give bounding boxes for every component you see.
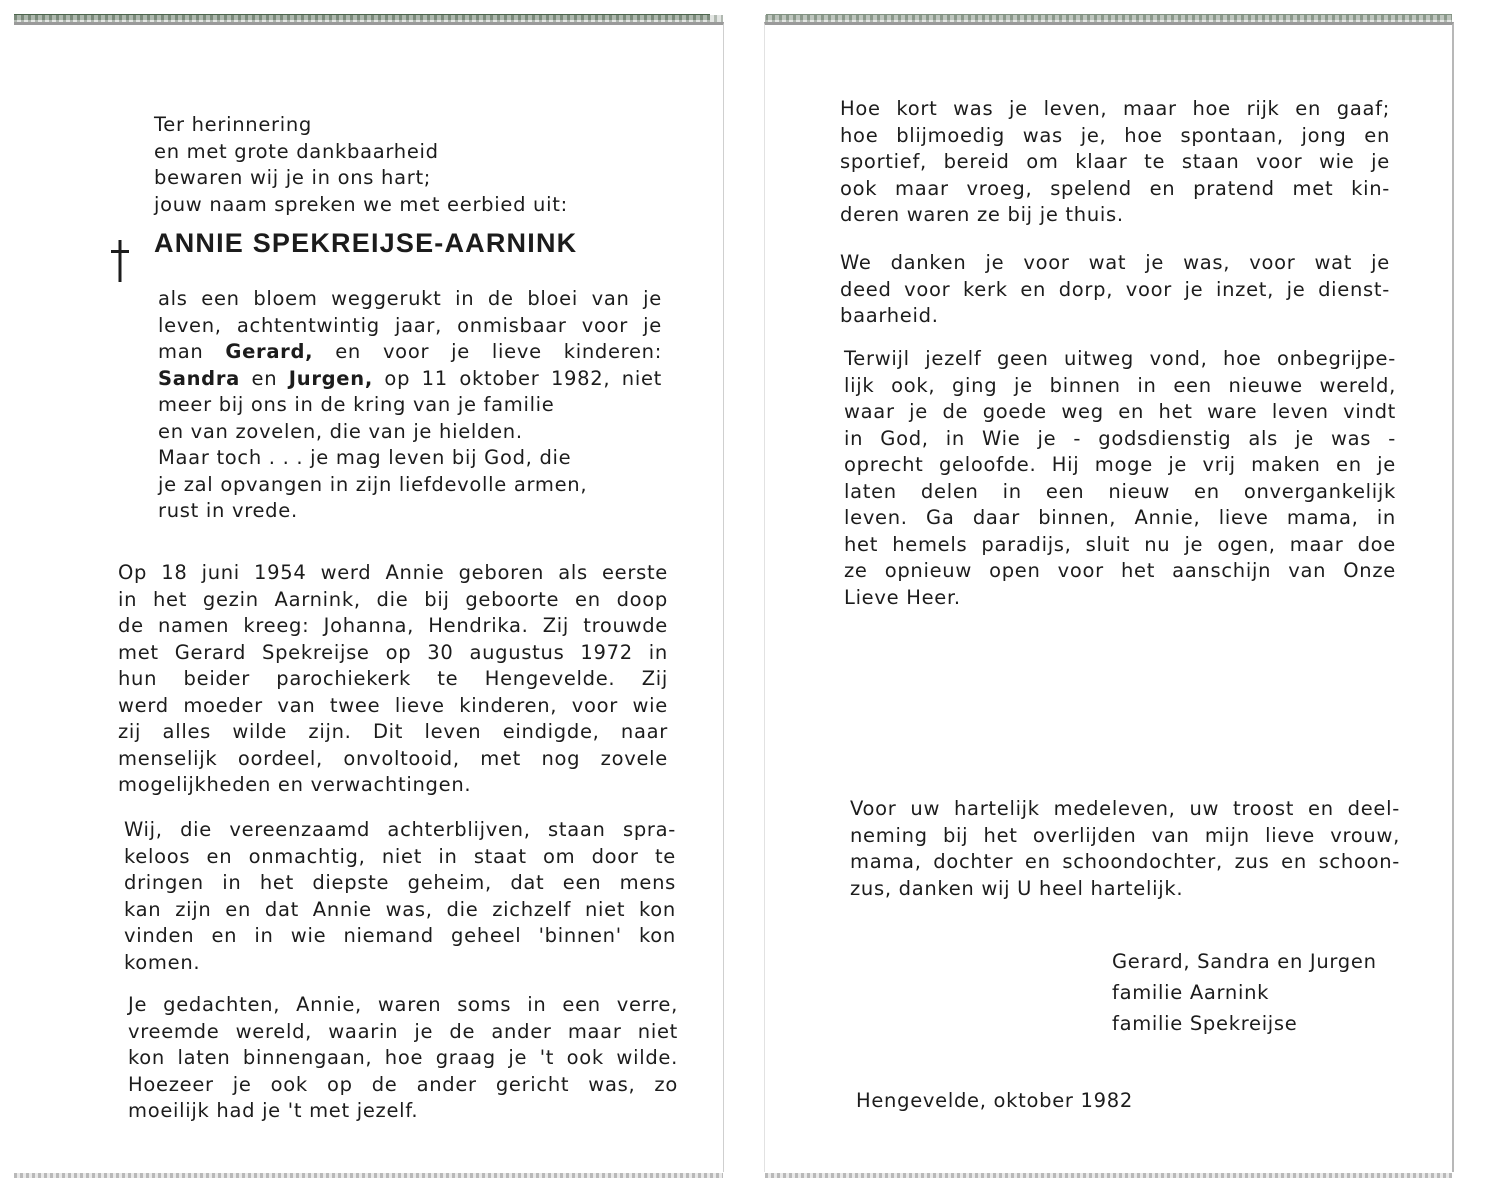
thoughts-line: vreemde wereld, waarin je de ander maar niet <box>128 1019 678 1043</box>
child-name: Sandra <box>158 366 241 390</box>
bio-line: hun beider parochiekerk te Hengevelde. Zij <box>118 667 668 690</box>
thoughts-line: Hoezeer je ook op de ander gericht was, zo <box>128 1072 678 1096</box>
tribute-text: en voor je lieve kinderen: <box>313 340 662 363</box>
gratitude-line: neming bij het overlijden van mijn lieve vrouw, <box>850 823 1400 847</box>
faith-paragraph <box>844 346 1396 611</box>
tribute-line-husband <box>158 339 662 366</box>
life-line: Hoe kort was je leven, maar hoe rijk en gaaf; <box>840 97 1390 120</box>
place-date-text: Hengevelde, oktober 1982 <box>856 1089 1133 1112</box>
remain-line: vinden en in wie niemand geheel 'binnen' kon <box>124 924 676 947</box>
intro-line: Ter herinnering <box>154 113 312 136</box>
remain-line: dringen in het diepste geheim, dat een mens <box>124 871 676 894</box>
bio-line: de namen kreeg: Johanna, Hendrika. Zij trouwde <box>118 614 668 637</box>
faith-line: laten delen in een nieuw en onvergankelijk <box>844 479 1396 503</box>
signature-line: familie Spekreijse <box>1112 1012 1298 1035</box>
faith-line: leven. Ga daar binnen, Annie, lieve mama, in <box>844 506 1396 529</box>
remain-line: komen. <box>124 950 201 974</box>
remain-line: kan zijn en dat Annie was, die zichzelf niet kon <box>124 897 676 921</box>
husband-name: Gerard, <box>225 340 314 363</box>
tribute-line: Maar toch . . . je mag leven bij God, die <box>158 446 572 469</box>
intro-verse <box>154 112 624 218</box>
signature-line: familie Aarnink <box>1112 981 1270 1004</box>
child-name: Jurgen, <box>288 366 373 390</box>
tribute-line: als een bloem weggerukt in de bloei van je <box>158 287 662 310</box>
remain-line: Wij, die vereenzaamd achterblijven, staan spra- <box>124 818 676 841</box>
thoughts-line: moeilijk had je 't met jezelf. <box>128 1099 419 1122</box>
life-line: hoe blijmoedig was je, hoe spontaan, jong en <box>840 123 1390 147</box>
thoughts-paragraph <box>128 992 678 1125</box>
faith-line: ze opnieuw open voor het aanschijn van Onze <box>844 559 1396 582</box>
thanks-line: We danken je voor wat je was, voor wat je <box>840 251 1390 274</box>
faith-line: Terwijl jezelf geen uitweg vond, hoe onbegrijpe- <box>844 347 1396 370</box>
tribute-line: je zal opvangen in zijn liefdevolle armen, <box>158 472 588 496</box>
latin-cross-icon <box>108 238 132 284</box>
bio-line: werd moeder van twee lieve kinderen, voor wie <box>118 693 668 717</box>
intro-line: en met grote dankbaarheid <box>154 139 439 163</box>
faith-line: lijk ook, ging je binnen in een nieuwe wereld, <box>844 373 1396 397</box>
bio-line: mogelijkheden en verwachtingen. <box>118 773 472 796</box>
gratitude-line: zus, danken wij U heel hartelijk. <box>850 876 1184 900</box>
life-line: deren waren ze bij je thuis. <box>840 203 1124 226</box>
tribute-line-children <box>158 366 662 393</box>
tribute-line: rust in vrede. <box>158 499 298 522</box>
bio-line: menselijk oordeel, onvoltooid, met nog zovele <box>118 746 668 770</box>
bio-line: met Gerard Spekreijse op 30 augustus 1972 in <box>118 640 668 664</box>
tribute-paragraph <box>158 286 662 525</box>
tribute-text: man <box>158 340 226 363</box>
tribute-text: op 11 oktober 1982, niet <box>372 366 662 390</box>
remain-paragraph <box>124 817 676 976</box>
thoughts-line: kon laten binnengaan, hoe graag je 't ook wilde. <box>128 1046 678 1069</box>
tribute-line: meer bij ons in de kring van je familie <box>158 393 555 416</box>
gratitude-paragraph <box>850 796 1400 902</box>
signature-line: Gerard, Sandra en Jurgen <box>1112 950 1377 973</box>
gratitude-line: mama, dochter en schoondochter, zus en schoon- <box>850 850 1400 873</box>
life-line: ook maar vroeg, spelend en pratend met kin- <box>840 176 1390 200</box>
thanks-line: baarheid. <box>840 304 939 327</box>
thanks-paragraph <box>840 250 1390 330</box>
place-date <box>856 1088 1176 1115</box>
tribute-text: en <box>240 366 289 390</box>
tribute-line: leven, achtentwintig jaar, onmisbaar voor je <box>158 313 662 337</box>
thanks-line: deed voor kerk en dorp, voor je inzet, je dienst- <box>840 277 1390 301</box>
remain-line: keloos en onmachtig, niet in staat om door te <box>124 844 676 868</box>
gratitude-line: Voor uw hartelijk medeleven, uw troost en deel- <box>850 797 1400 820</box>
signature-block <box>1112 946 1412 1039</box>
biography-paragraph <box>118 560 668 799</box>
intro-line: jouw naam spreken we met eerbied uit: <box>154 192 568 216</box>
life-line: sportief, bereid om klaar te staan voor wie je <box>840 150 1390 173</box>
faith-line: in God, in Wie je - godsdienstig als je was - <box>844 426 1396 450</box>
intro-line: bewaren wij je in ons hart; <box>154 166 432 189</box>
faith-line: het hemels paradijs, sluit nu je ogen, maar doe <box>844 532 1396 556</box>
deceased-name-heading: ANNIE SPEKREIJSE-AARNINK <box>154 228 578 258</box>
faith-line: Lieve Heer. <box>844 585 961 609</box>
faith-line: oprecht geloofde. Hij moge je vrij maken en je <box>844 453 1396 476</box>
bio-line: zij alles wilde zijn. Dit leven eindigde, naar <box>118 720 668 743</box>
bio-line: Op 18 juni 1954 werd Annie geboren als eerste <box>118 561 668 584</box>
tribute-line: en van zovelen, die van je hielden. <box>158 419 523 443</box>
bio-line: in het gezin Aarnink, die bij geboorte en doop <box>118 587 668 611</box>
life-paragraph <box>840 96 1390 229</box>
thoughts-line: Je gedachten, Annie, waren soms in een verre, <box>128 993 678 1016</box>
faith-line: waar je de goede weg en het ware leven vindt <box>844 400 1396 423</box>
